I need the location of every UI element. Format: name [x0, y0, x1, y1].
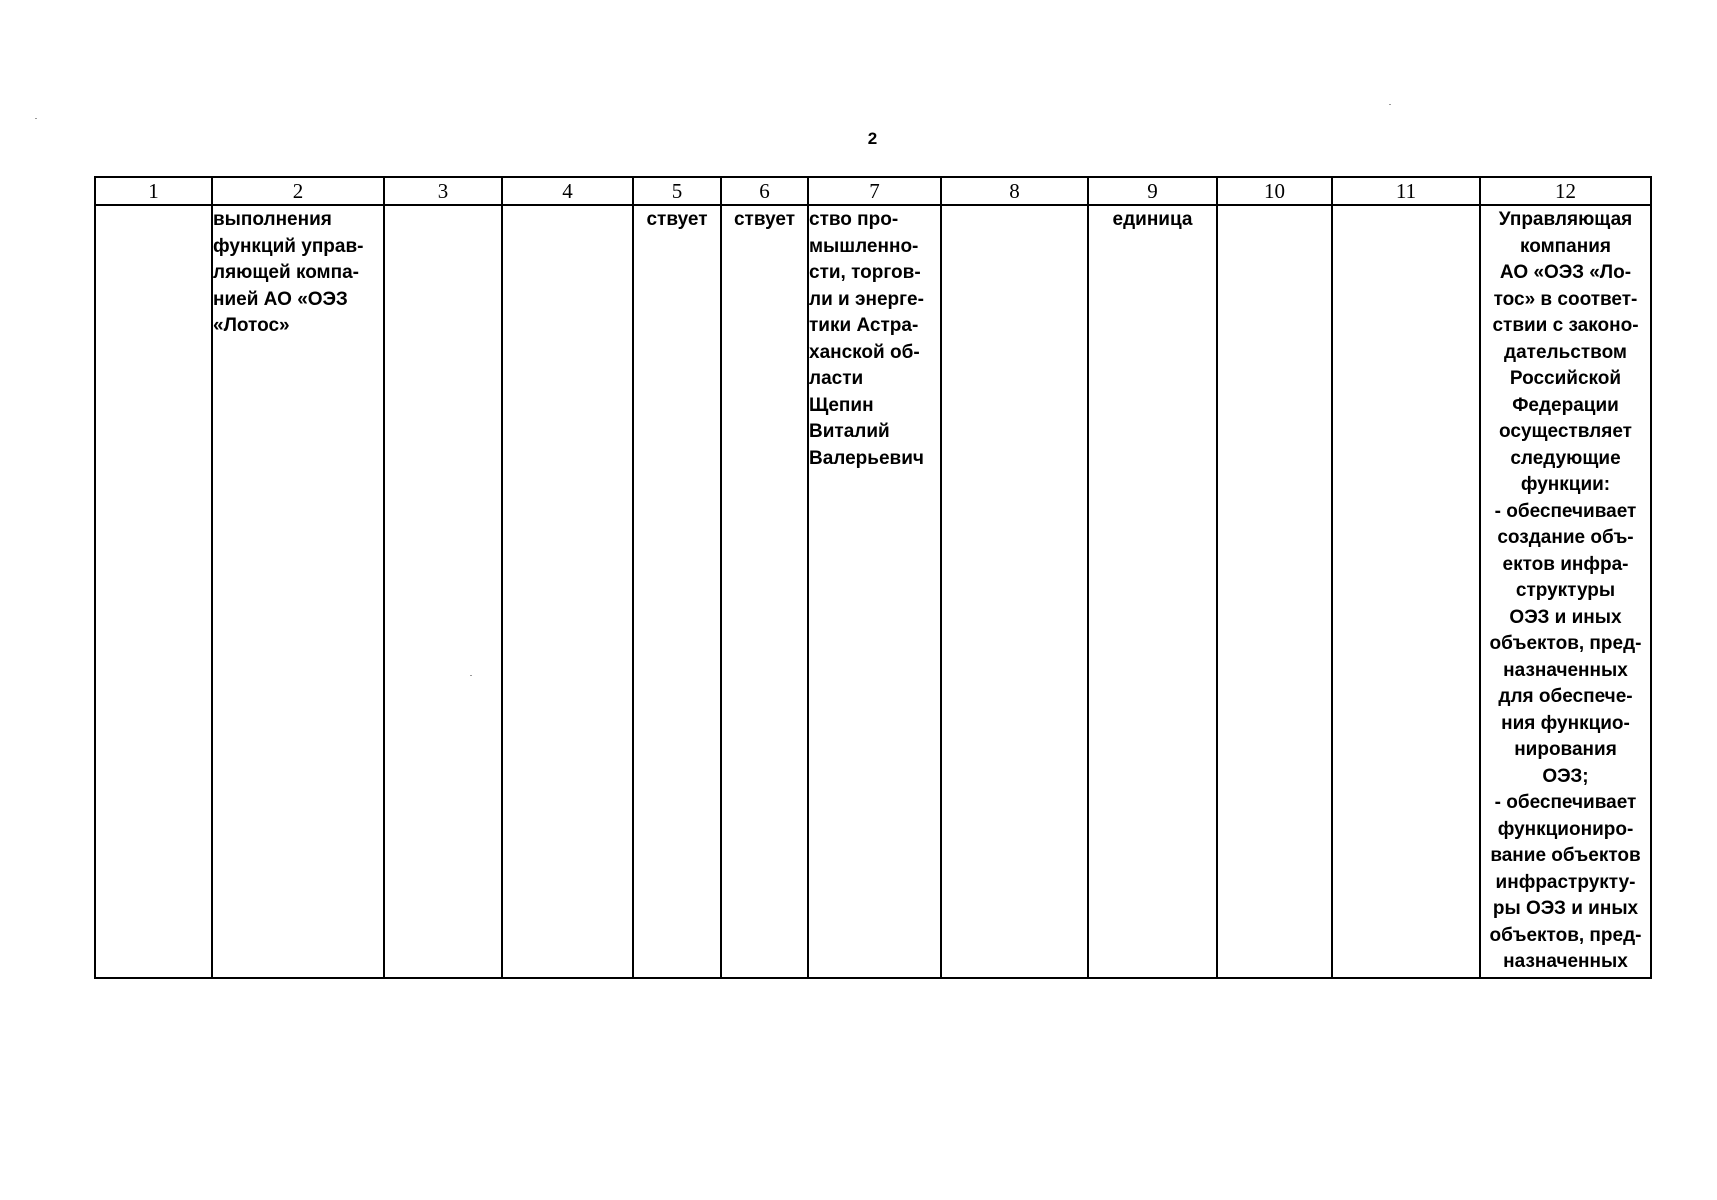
- column-header: 7: [808, 177, 941, 205]
- scan-speck: [1389, 104, 1391, 105]
- column-header: 11: [1332, 177, 1480, 205]
- column-header: 3: [384, 177, 502, 205]
- table-cell: [95, 205, 212, 978]
- table-cell: [1332, 205, 1480, 978]
- scan-speck: [35, 118, 37, 119]
- table-cell: ствует: [633, 205, 721, 978]
- table-cell: [384, 205, 502, 978]
- table-row: [95, 205, 1651, 978]
- column-header: 9: [1088, 177, 1217, 205]
- table-header-row: [95, 177, 1651, 205]
- column-header: 5: [633, 177, 721, 205]
- column-header: 10: [1217, 177, 1332, 205]
- scan-speck: [470, 675, 472, 676]
- table-cell: [941, 205, 1088, 978]
- column-header: 8: [941, 177, 1088, 205]
- table-cell: единица: [1088, 205, 1217, 978]
- table-cell: Управляющая компания АО «ОЭЗ «Ло- тос» в соответ- ствии с законо- дательством Российской Федерации осуществляет следующие функции: - обеспечивает создание объ- ектов инфра- структуры ОЭЗ и иных объектов, пред- назначенных для обеспече- ния функцио- нирования ОЭЗ; - обеспечивает функциониро- вание объектов инфраструкту- ры ОЭЗ и иных объектов, пред- назначенных: [1480, 205, 1651, 978]
- column-header: 12: [1480, 177, 1651, 205]
- page-number: 2: [867, 129, 878, 148]
- table-cell: выполнения функций управ- ляющей компа- нией АО «ОЭЗ «Лотос»: [212, 205, 384, 978]
- document-table: [94, 176, 1652, 979]
- column-header: 2: [212, 177, 384, 205]
- column-header: 1: [95, 177, 212, 205]
- table-cell: ствует: [721, 205, 808, 978]
- column-header: 6: [721, 177, 808, 205]
- table-cell: [1217, 205, 1332, 978]
- column-header: 4: [502, 177, 633, 205]
- table-cell: ство про- мышленно- сти, торгов- ли и энерге- тики Астра- ханской об- ласти Щепин Виталий Валерьевич: [808, 205, 941, 978]
- table-cell: [502, 205, 633, 978]
